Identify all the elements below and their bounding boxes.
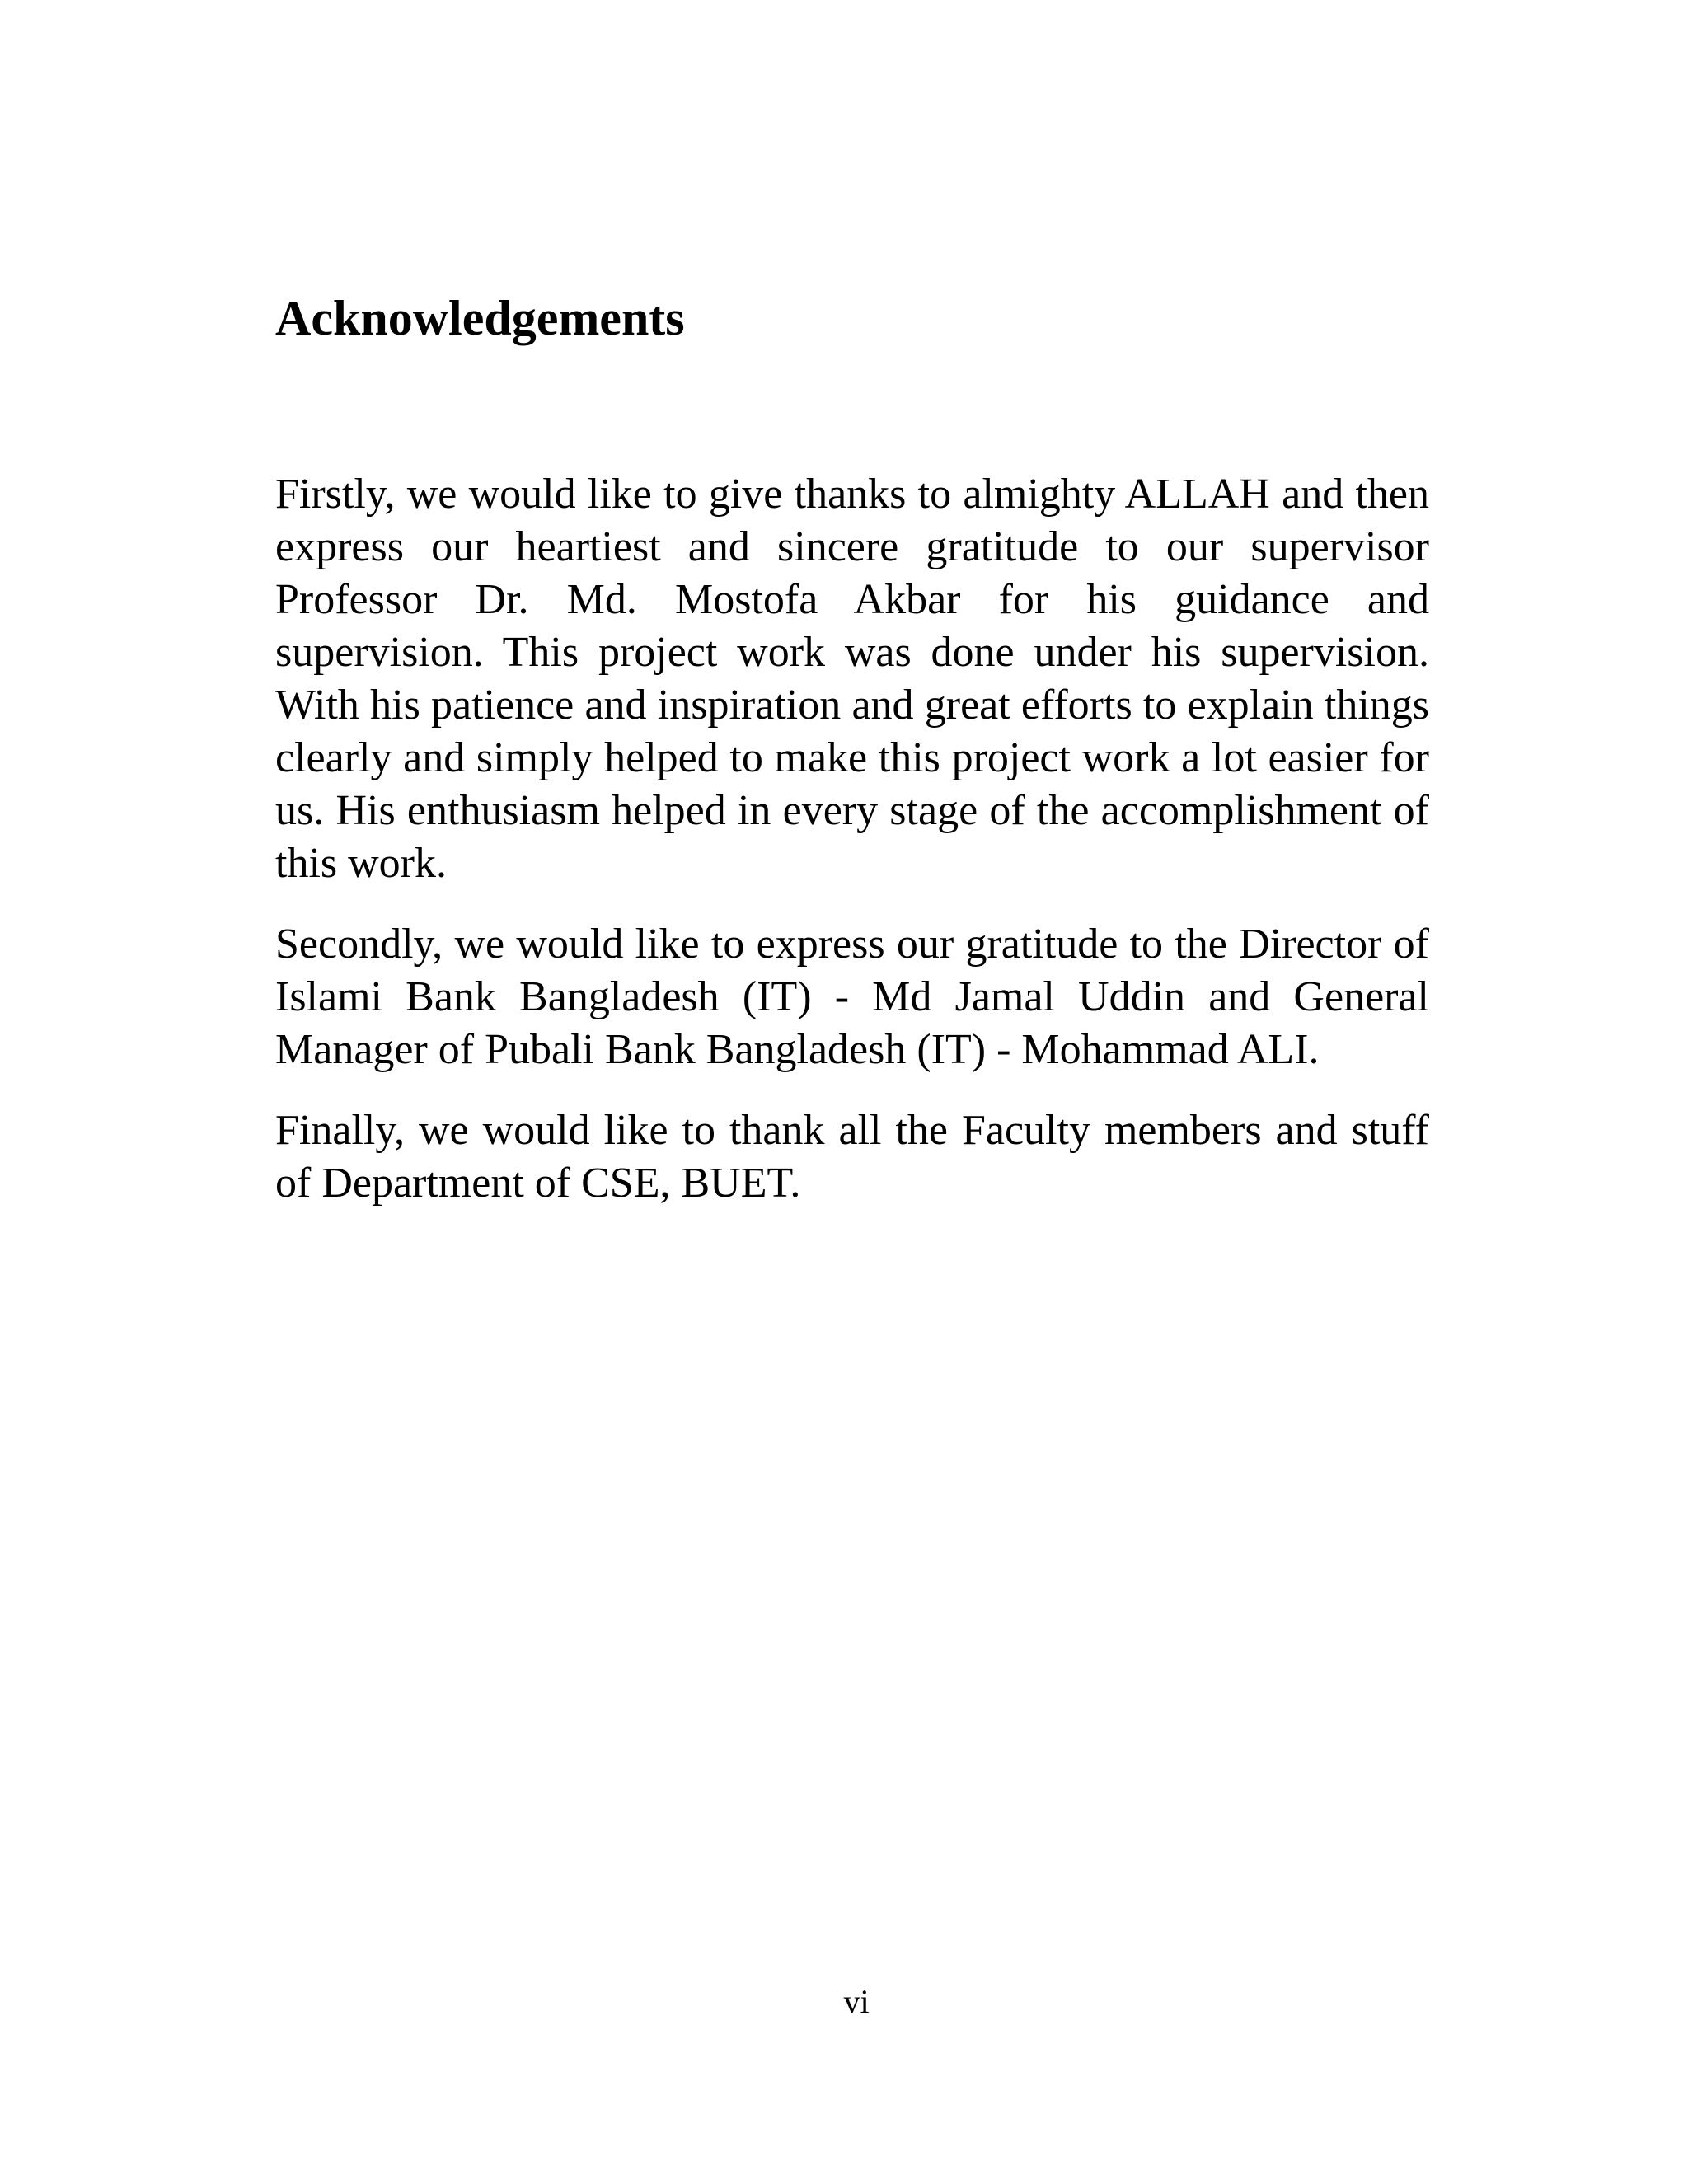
- page-number: vi: [843, 1983, 870, 2020]
- acknowledgement-body: [275, 468, 1429, 1238]
- paragraph-third: Finally, we would like to thank all the Faculty members and stuff of Department of CSE, BUET.: [275, 1107, 1429, 1207]
- paragraph-second: Secondly, we would like to express our gratitude to the Director of Islami Bank Bangladesh (IT) - Md Jamal Uddin and General Manager of Pubali Bank Bangladesh (IT) - Mohammad ALI.: [275, 921, 1429, 1073]
- page-title: Acknowledgements: [275, 291, 685, 345]
- paragraph-first: Firstly, we would like to give thanks to almighty ALLAH and then express our heartiest and sincere gratitude to our supervisor Professor Dr. Md. Mostofa Akbar for his guidance and supervision. This project work was done under his supervision. With his patience and inspiration and great efforts to explain things clearly and simply helped to make this project work a lot easier for us. His enthusiasm helped in every stage of the accomplishment of this work.: [275, 471, 1429, 887]
